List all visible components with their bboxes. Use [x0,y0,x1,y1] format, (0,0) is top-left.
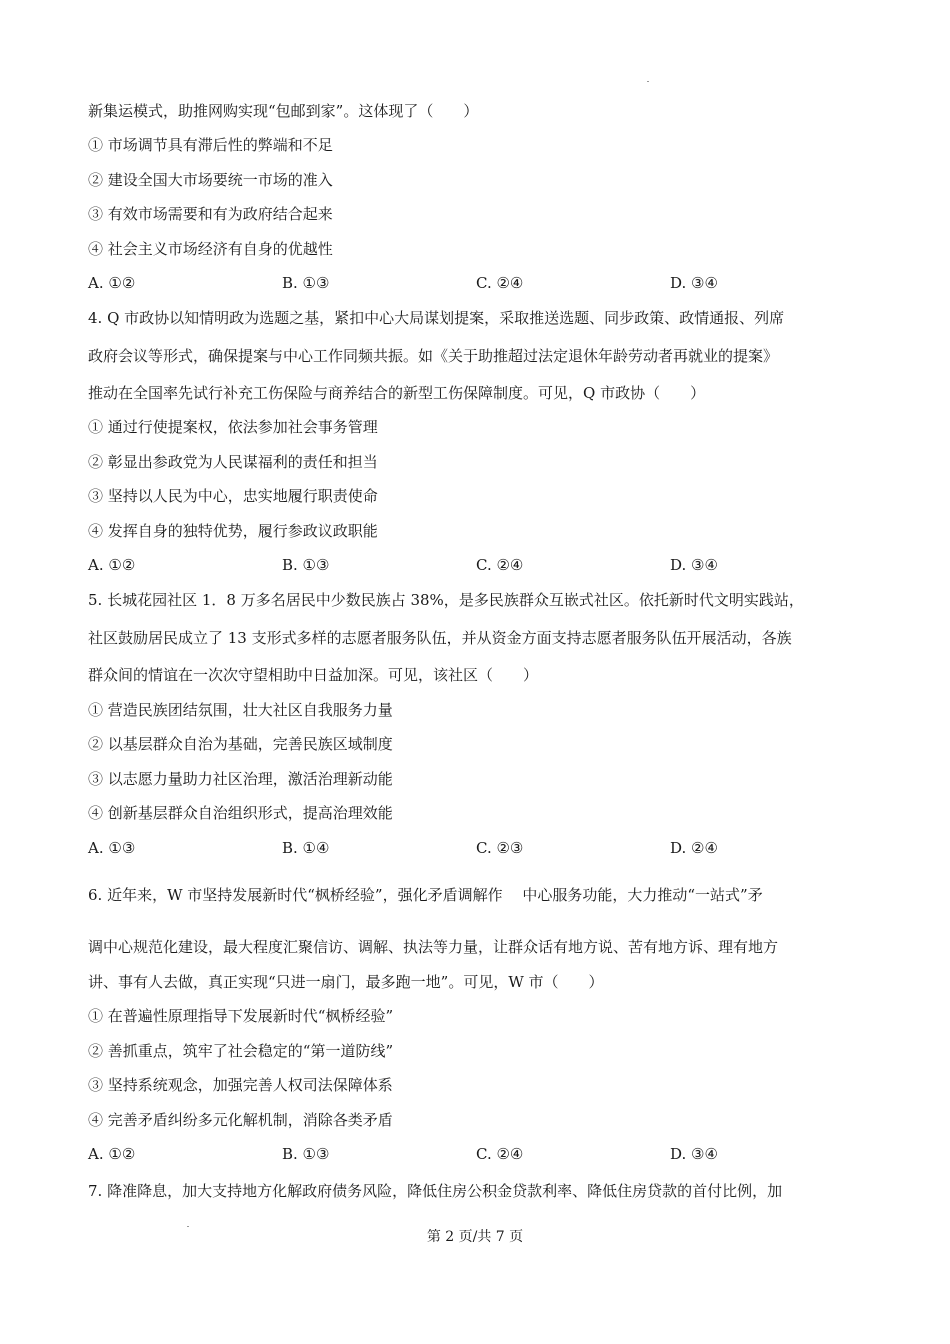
question-4-stem-line-2: 政府会议等形式，确保提案与中心工作同频共振。如《关于助推超过法定退休年龄劳动者再就业的提案》 [88,347,779,365]
option-d: D. ②④ [670,839,718,857]
question-4-statement-3: ③ 坚持以人民为中心，忠实地履行职责使命 [88,487,378,505]
question-7-stem-line-1: 7. 降准降息，加大支持地方化解政府债务风险，降低住房公积金贷款利率、降低住房贷款的首付比例，加 [88,1182,783,1200]
scan-mark [647,81,649,82]
question-3-stem: 新集运模式，助推网购实现“包邮到家”。这体现了（ ） [88,102,479,120]
question-6-statement-3: ③ 坚持系统观念，加强完善人权司法保障体系 [88,1076,393,1094]
question-5-statement-3: ③ 以志愿力量助力社区治理，激活治理新动能 [88,770,393,788]
option-d: D. ③④ [670,274,718,292]
question-5-statement-4: ④ 创新基层群众自治组织形式，提高治理效能 [88,804,393,822]
option-a: A. ①② [88,274,136,292]
question-6-stem-line-1: 6. 近年来，W 市坚持发展新时代“枫桥经验”，强化矛盾调解作 中心服务功能，大力推动“一站式”矛 [88,886,763,904]
question-3-statement-3: ③ 有效市场需要和有为政府结合起来 [88,205,333,223]
option-b: B. ①③ [282,1145,330,1163]
question-4-stem-line-1: 4. Q 市政协以知情明政为选题之基，紧扣中心大局谋划提案，采取推送选题、同步政策、政情通报、列席 [88,309,785,327]
question-5-statement-1: ① 营造民族团结氛围，壮大社区自我服务力量 [88,701,393,719]
question-3-statement-4: ④ 社会主义市场经济有自身的优越性 [88,240,333,258]
question-6-stem-line-3: 讲、事有人去做，真正实现“只进一扇门，最多跑一地”。可见，W 市（ ） [88,973,604,991]
option-c: C. ②④ [476,1145,524,1163]
option-c: C. ②④ [476,556,524,574]
option-b: B. ①③ [282,274,330,292]
question-4-statement-2: ② 彰显出参政党为人民谋福利的责任和担当 [88,453,378,471]
question-6-statement-2: ② 善抓重点，筑牢了社会稳定的“第一道防线” [88,1042,394,1060]
scan-mark [187,1226,189,1227]
page-number-footer: 第 2 页/共 7 页 [426,1229,524,1245]
option-a: A. ①② [88,556,136,574]
question-4-statement-1: ① 通过行使提案权，依法参加社会事务管理 [88,418,378,436]
option-d: D. ③④ [670,556,718,574]
question-6-statement-1: ① 在普遍性原理指导下发展新时代“枫桥经验” [88,1007,394,1025]
question-6-stem-line-2: 调中心规范化建设，最大程度汇聚信访、调解、执法等力量，让群众话有地方说、苦有地方诉、理有地方 [88,938,779,956]
question-5-statement-2: ② 以基层群众自治为基础，完善民族区域制度 [88,735,393,753]
question-6-statement-4: ④ 完善矛盾纠纷多元化解机制，消除各类矛盾 [88,1111,393,1129]
option-d: D. ③④ [670,1145,718,1163]
option-c: C. ②④ [476,274,524,292]
question-4-stem-line-3: 推动在全国率先试行补充工伤保险与商养结合的新型工伤保障制度。可见，Q 市政协（ ） [88,384,706,402]
question-3-statement-2: ② 建设全国大市场要统一市场的准入 [88,171,333,189]
question-5-stem-line-1: 5. 长城花园社区 1．8 万多名居民中少数民族占 38%，是多民族群众互嵌式社区。依托新时代文明实践站， [88,591,804,609]
question-4-statement-4: ④ 发挥自身的独特优势，履行参政议政职能 [88,522,378,540]
option-b: B. ①④ [282,839,330,857]
option-a: A. ①② [88,1145,136,1163]
question-3-statement-1: ① 市场调节具有滞后性的弊端和不足 [88,136,333,154]
option-b: B. ①③ [282,556,330,574]
question-5-stem-line-2: 社区鼓励居民成立了 13 支形式多样的志愿者服务队伍，并从资金方面支持志愿者服务队伍开展活动，各族 [88,629,792,647]
option-c: C. ②③ [476,839,524,857]
option-a: A. ①③ [88,839,136,857]
question-5-stem-line-3: 群众间的情谊在一次次守望相助中日益加深。可见，该社区（ ） [88,666,539,684]
